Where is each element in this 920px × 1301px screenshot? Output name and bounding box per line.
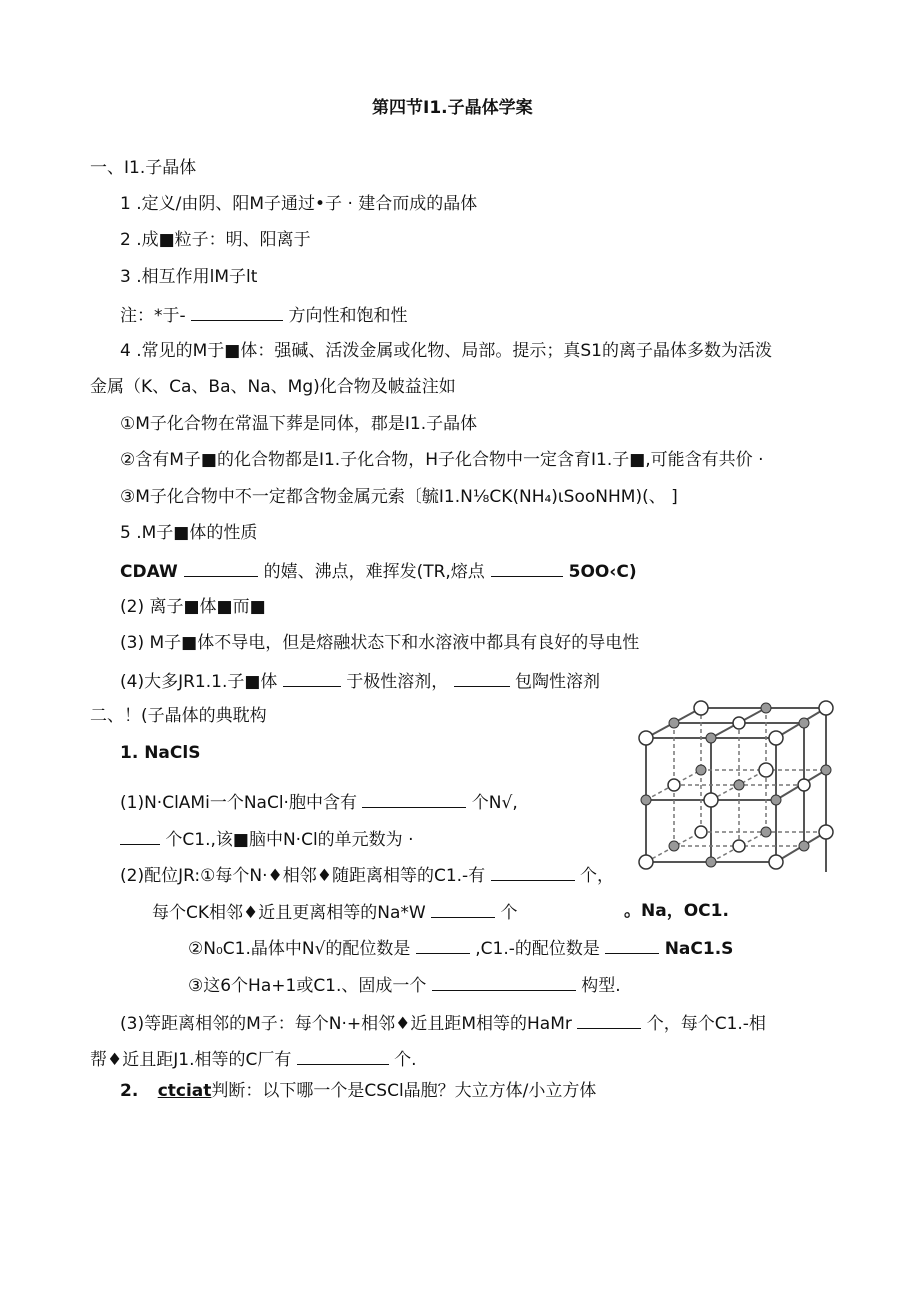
note-line <box>120 302 407 328</box>
question-2-i: ③这6个Ha+1或C1.、固成一个 <box>188 976 427 996</box>
question-2-a: (2)配位JR:①每个N·♦相邻♦随距离相等的C1.-有 <box>120 866 486 886</box>
question-2-line-1 <box>120 862 614 888</box>
note-blank[interactable] <box>191 302 283 321</box>
property-4-blank-1[interactable] <box>283 668 341 687</box>
question-1-blank-1[interactable] <box>362 789 466 808</box>
cscl-number: 2. <box>120 1081 139 1101</box>
property-1-blank-1[interactable] <box>184 558 258 577</box>
question-3-c: 帮♦近且距J1.相等的C厂有 <box>90 1050 292 1070</box>
claim-2: ②含有M子■的化合物都是I1.子化合物，H子化合物中一定含育I1.子■,可能含有共价 · <box>120 450 764 470</box>
question-3-d: 个. <box>394 1050 417 1070</box>
question-2-blank-4[interactable] <box>605 935 659 954</box>
property-1-a: CDAW <box>120 562 178 582</box>
question-2-g: ,C1.-的配位数是 <box>475 939 600 959</box>
property-4-c: 包陶性溶剂 <box>515 672 601 692</box>
question-3-a: (3)等距离相邻的M子：每个N·+相邻♦近且距M相等的HaMr <box>120 1014 572 1034</box>
nacl-heading: 1. NaClS <box>120 743 201 763</box>
property-4-a: (4)大多JR1.1.子■体 <box>120 672 278 692</box>
property-1-blank-2[interactable] <box>491 558 563 577</box>
question-3-line-2 <box>90 1046 417 1072</box>
item-5-properties: 5 .M子■体的性质 <box>120 523 258 543</box>
question-3-blank-2[interactable] <box>297 1046 389 1065</box>
page-title: 第四节I1.子晶体学案 <box>372 98 533 118</box>
property-1 <box>120 558 637 584</box>
section-1-heading: 一、I1.子晶体 <box>90 158 197 178</box>
question-2-h: NaC1.S <box>664 939 734 959</box>
question-1-c: 个C1.,该■脑中N·Cl的单元数为 · <box>165 830 414 850</box>
question-2-line-3 <box>188 935 733 961</box>
property-4-b: 于极性溶剂， <box>346 672 449 692</box>
note-text-2: 方向性和饱和性 <box>288 306 408 326</box>
question-2-blank-5[interactable] <box>432 972 576 991</box>
property-3: (3) M子■体不导电，但是熔融状态下和水溶液中都具有良好的导电性 <box>120 633 640 653</box>
question-3-line-1 <box>120 1010 766 1036</box>
question-2-line-4 <box>188 972 621 998</box>
question-3-blank-1[interactable] <box>577 1010 641 1029</box>
nacl-crystal-lattice-icon <box>634 696 834 876</box>
question-1-line-2 <box>120 826 413 852</box>
question-2-blank-3[interactable] <box>416 935 470 954</box>
property-2: (2) 离子■体■而■ <box>120 597 266 617</box>
cscl-text: 判断：以下哪一个是CSCl晶胞？大立方体/小立方体 <box>211 1081 597 1101</box>
cscl-label: ctciat <box>157 1081 212 1101</box>
property-4-blank-2[interactable] <box>454 668 510 687</box>
question-2-c: 每个CK相邻♦近且更离相等的Na*W <box>152 903 426 923</box>
cscl-question <box>120 1079 596 1103</box>
property-1-b: 的嬉、沸点，难挥发(TR,熔点 <box>263 562 485 582</box>
item-4-common: 4 .常见的M于■体：强碱、活泼金属或化物、局部。提示；真S1的离子晶体多数为活泼 <box>120 341 772 361</box>
question-2-f: ②N₀C1.晶体中N√的配位数是 <box>188 939 411 959</box>
property-1-c: 5OO‹C) <box>568 562 637 582</box>
question-2-j: 构型. <box>581 976 621 996</box>
note-text: 注：*于- <box>120 306 186 326</box>
question-1-blank-2[interactable] <box>120 826 160 845</box>
claim-3: ③M子化合物中不一定都含物金属元索〔毓I1.N⅛CK(NH₄)ιSooNHM)(、 ] <box>120 487 678 507</box>
item-2-particles: 2 .成■粒子：明、阳离于 <box>120 230 311 250</box>
property-4 <box>120 668 600 694</box>
question-2-note: 。Na，OC1. <box>624 901 729 921</box>
question-2-line-2 <box>152 899 518 925</box>
question-2-b: 个， <box>580 866 614 886</box>
item-4-continued: 金属（K、Ca、Ba、Na、Mg)化合物及帔益注如 <box>90 377 456 397</box>
claim-1: ①M子化合物在常温下葬是同体，郡是I1.子晶体 <box>120 414 478 434</box>
item-3-interaction: 3 .相互作用lM子lt <box>120 267 258 287</box>
question-2-blank-1[interactable] <box>491 862 575 881</box>
question-1-a: (1)N·ClAMi一个NaCl·胞中含有 <box>120 793 357 813</box>
question-2-d: 个 <box>500 903 518 923</box>
section-2-heading: 二、！(子晶体的典耽构 <box>90 706 267 726</box>
question-3-b: 个，每个C1.-相 <box>646 1014 766 1034</box>
question-2-blank-2[interactable] <box>431 899 495 918</box>
question-1-line-1 <box>120 789 518 815</box>
item-1-definition: 1 .定义/由阴、阳M子通过•子 · 建合而成的晶体 <box>120 194 478 214</box>
question-1-b: 个N√, <box>471 793 518 813</box>
